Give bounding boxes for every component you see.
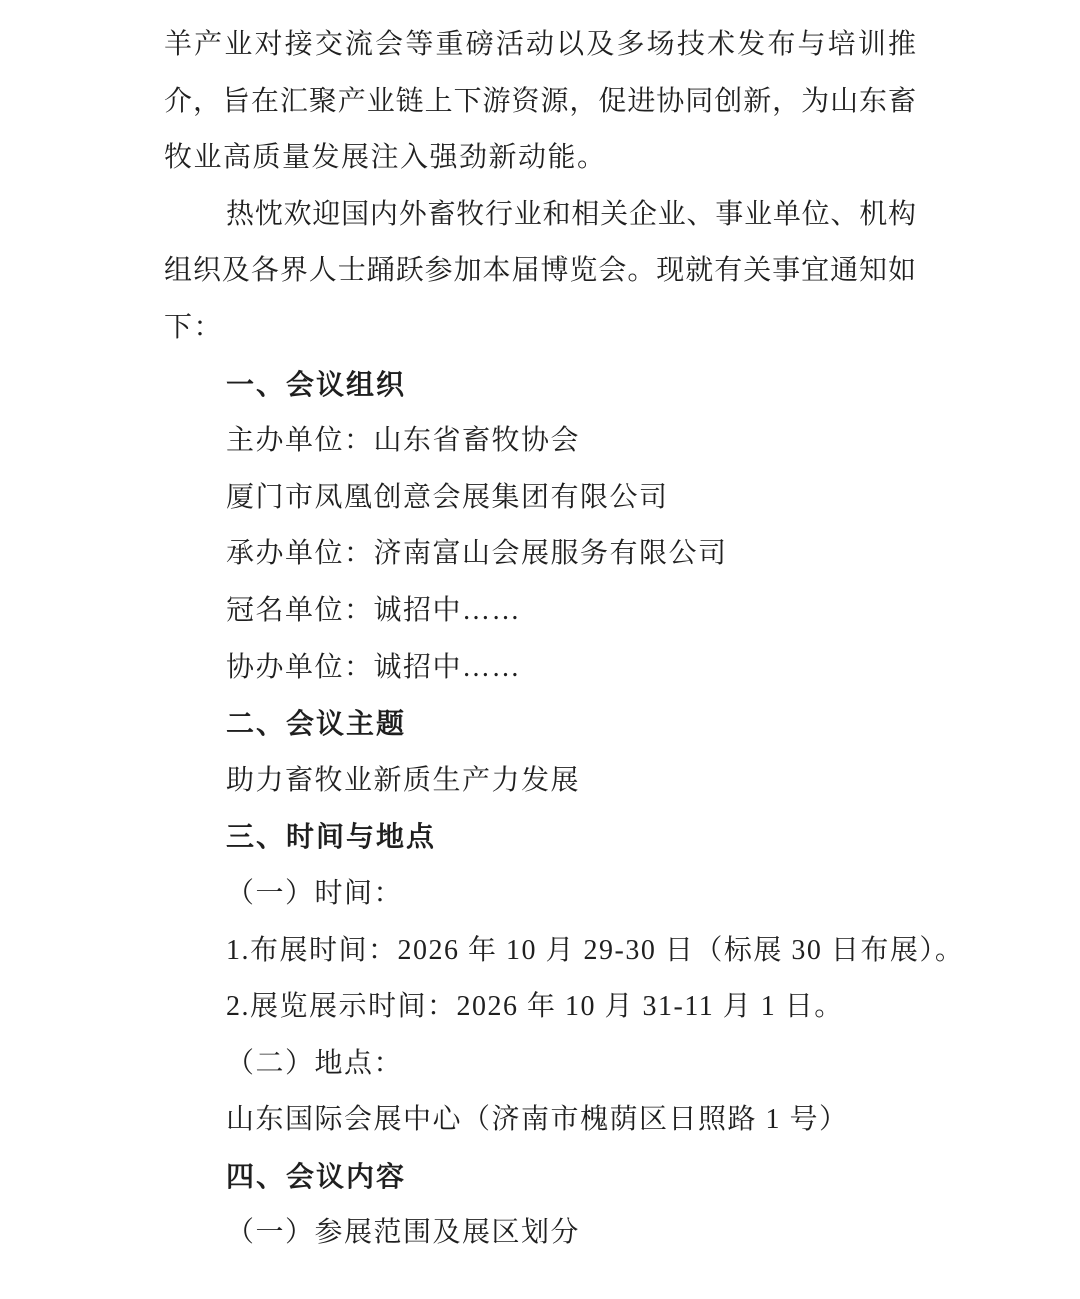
text-line: 厦门市凤凰创意会展集团有限公司 [226, 481, 669, 513]
text-line: 热忱欢迎国内外畜牧行业和相关企业、事业单位、机构 [226, 198, 916, 230]
section-heading: 三、时间与地点 [226, 821, 437, 853]
section-heading: 四、会议内容 [226, 1160, 407, 1192]
text-line: 冠名单位：诚招中…… [226, 594, 522, 626]
section-heading: 二、会议主题 [226, 708, 407, 740]
text-line: 主办单位：山东省畜牧协会 [226, 425, 581, 457]
text-line: （二）地点： [226, 1047, 404, 1079]
section-heading: 一、会议组织 [226, 368, 407, 400]
text-line: 协办单位：诚招中…… [226, 651, 522, 683]
text-line: 羊产业对接交流会等重磅活动以及多场技术发布与培训推 [164, 29, 916, 60]
text-line: （一）参展范围及展区划分 [226, 1217, 581, 1249]
text-line: 2.展览展示时间：2026 年 10 月 31-11 月 1 日。 [226, 991, 844, 1023]
text-line: 下： [164, 311, 224, 343]
text-line: 助力畜牧业新质生产力发展 [226, 764, 581, 796]
text-line: 1.布展时间：2026 年 10 月 29-30 日（标展 30 日布展）。 [226, 934, 965, 966]
text-line: （一）时间： [226, 877, 404, 909]
document-body [164, 17, 965, 1262]
text-line: 牧业高质量发展注入强劲新动能。 [164, 142, 607, 174]
text-line: 介，旨在汇聚产业链上下游资源，促进协同创新，为山东畜 [164, 85, 916, 117]
text-line: 山东国际会展中心（济南市槐荫区日照路 1 号） [226, 1104, 849, 1136]
text-line: 承办单位：济南富山会展服务有限公司 [226, 538, 728, 570]
text-line: 组织及各界人士踊跃参加本届博览会。现就有关事宜通知如 [164, 255, 916, 287]
